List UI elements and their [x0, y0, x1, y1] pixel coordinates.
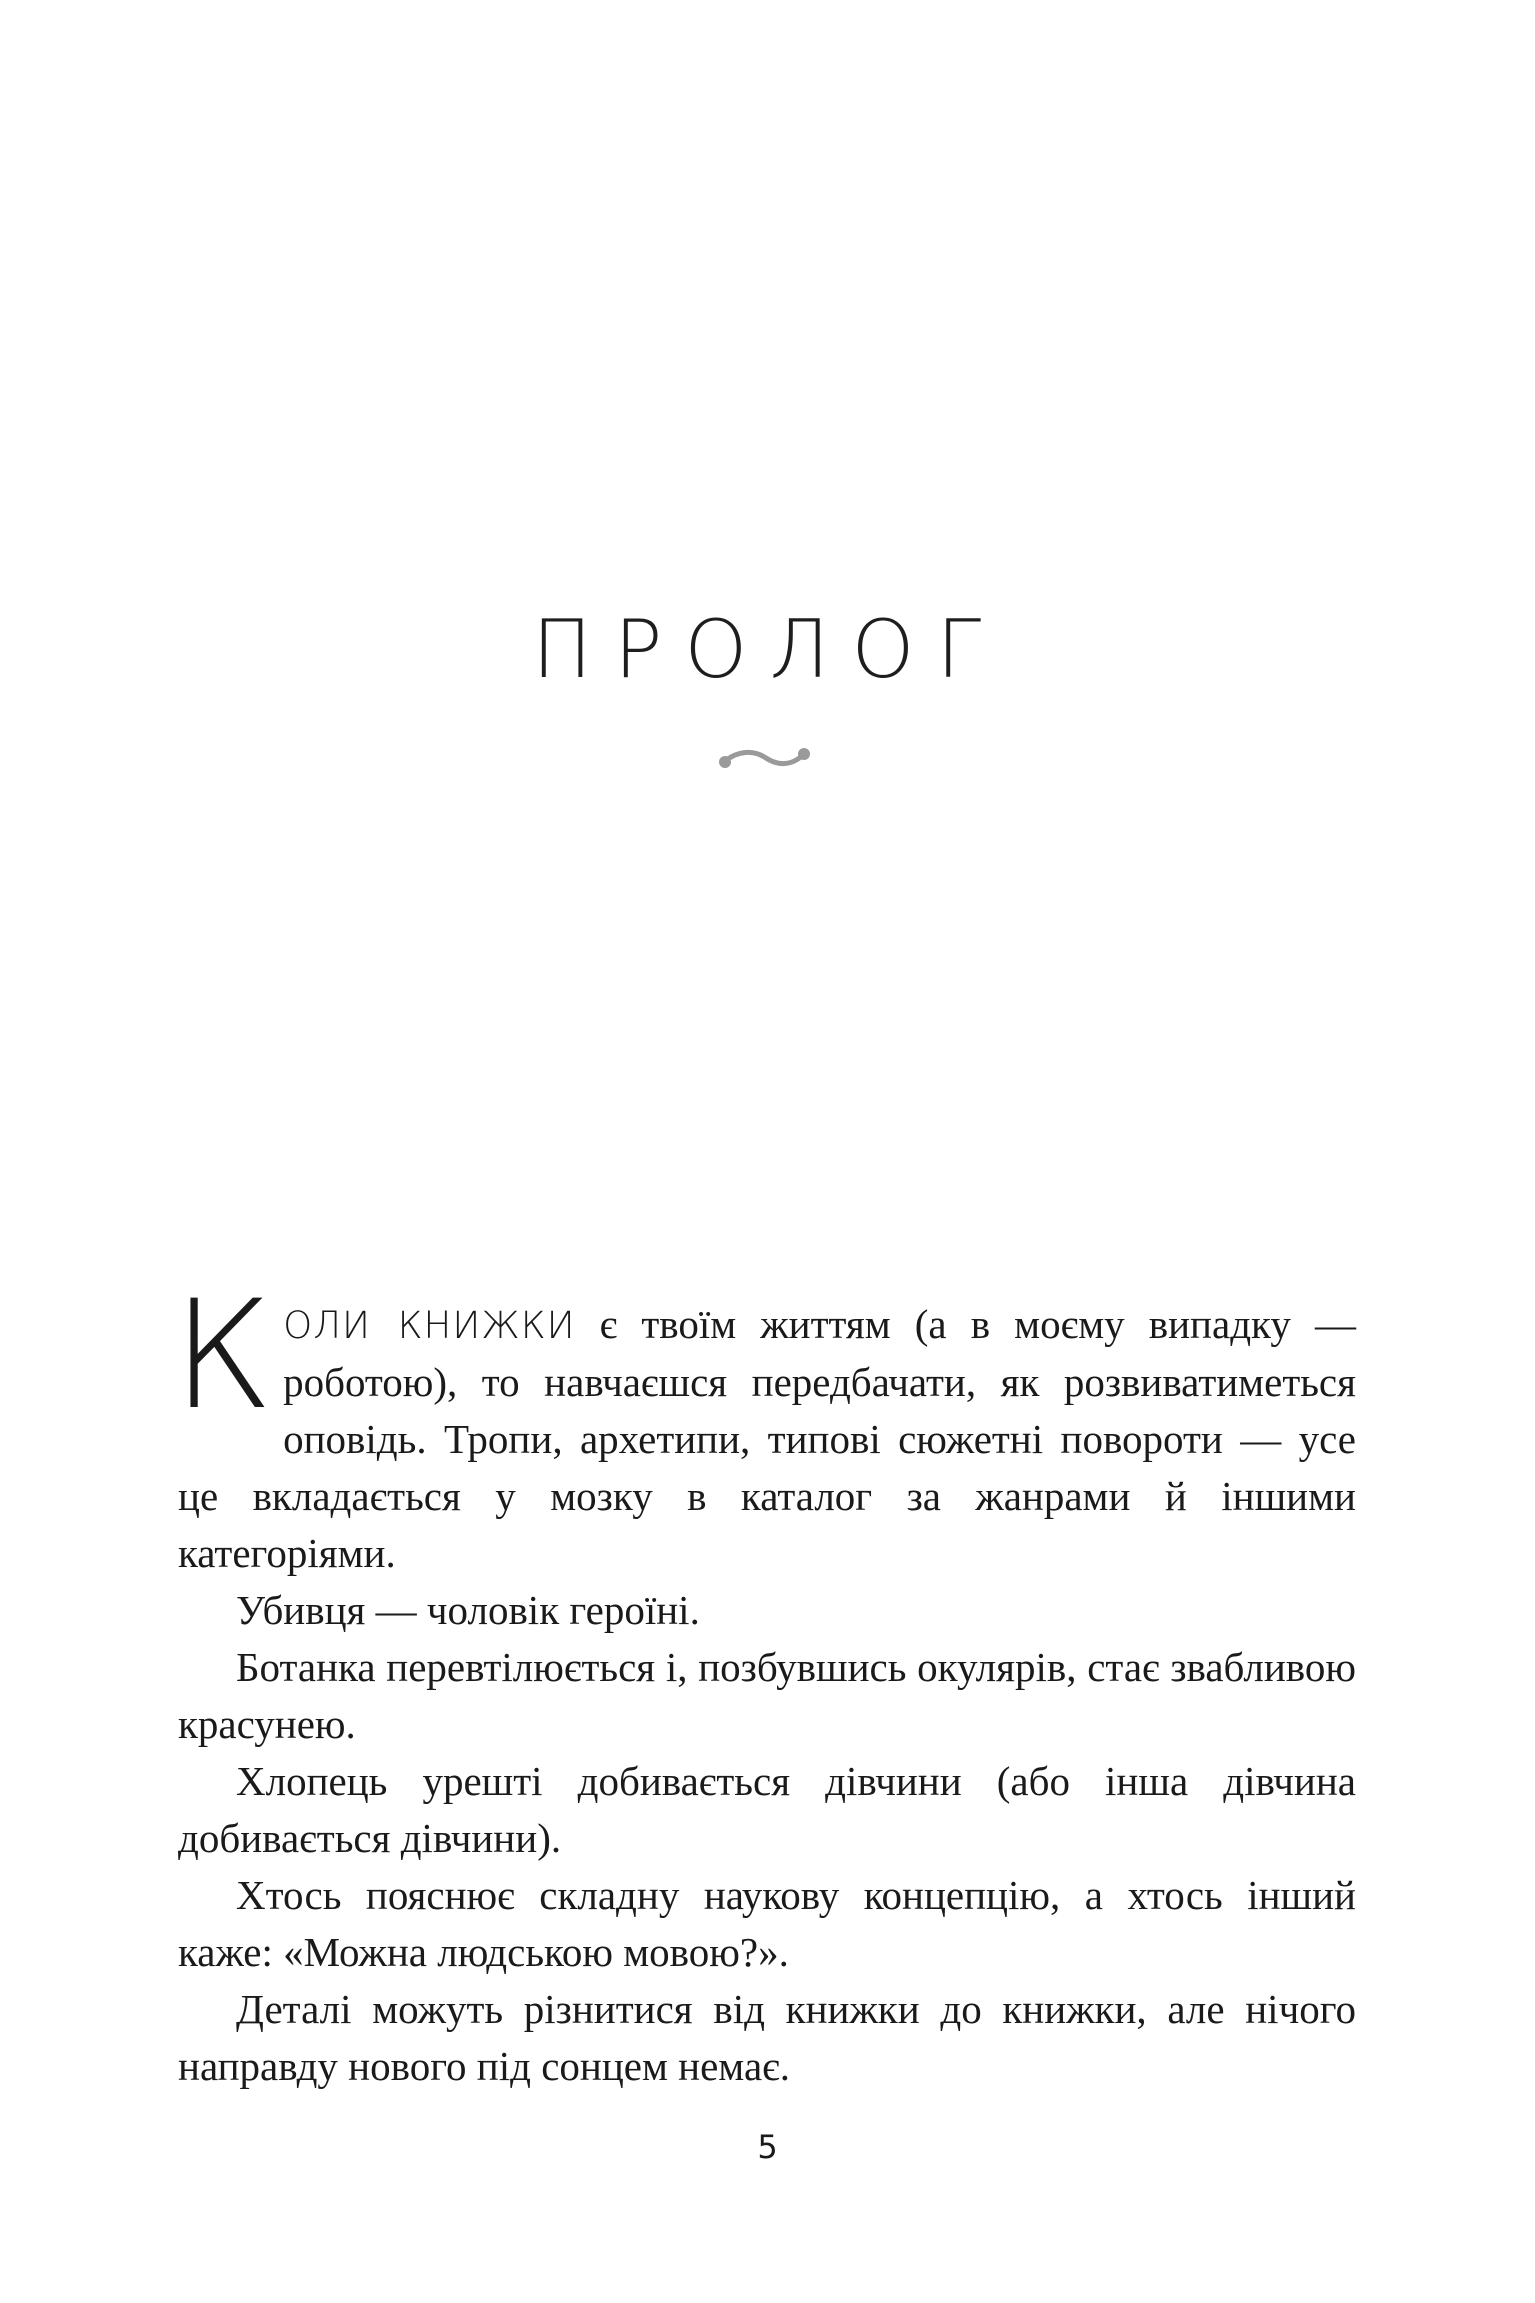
paragraph-6: Деталі можуть різнитися від книжки до книжки, але нічого направду нового під сонцем немає. [178, 1986, 1356, 2089]
paragraph-1 [172, 1269, 1356, 1582]
drop-cap: К [172, 1269, 274, 1443]
paragraph-4: Хлопець урешті добивається дівчини (або інша дівчина добивається дівчини). [178, 1758, 1356, 1861]
paragraph-2: Убивця — чоловік героїні. [236, 1587, 700, 1633]
lead-in-text: ОЛИ КНИЖКИ [283, 1304, 576, 1347]
tilde-swash-ornament-icon [718, 744, 812, 772]
paragraph-3: Ботанка перевтілюється і, позбувшись окулярів, стає звабливою красунею. [178, 1644, 1356, 1747]
chapter-title: ПРОЛОГ [531, 603, 1004, 696]
paragraph-5: Хтось пояснює складну наукову концепцію, а хтось інший каже: «Можна людською мовою?». [178, 1872, 1356, 1975]
page-number: 5 [757, 2128, 778, 2166]
prologue-text [172, 1269, 1356, 2095]
paragraph-1-text: є твоїм життям (а в моєму випадку — роботою), то навчаєшся передбачати, як розвиватиметься оповідь. Тропи, архетипи, типові сюжетні повороти — усе це вкладається у мозку в каталог за жанрами й іншими категоріями. [178, 1301, 1356, 1576]
